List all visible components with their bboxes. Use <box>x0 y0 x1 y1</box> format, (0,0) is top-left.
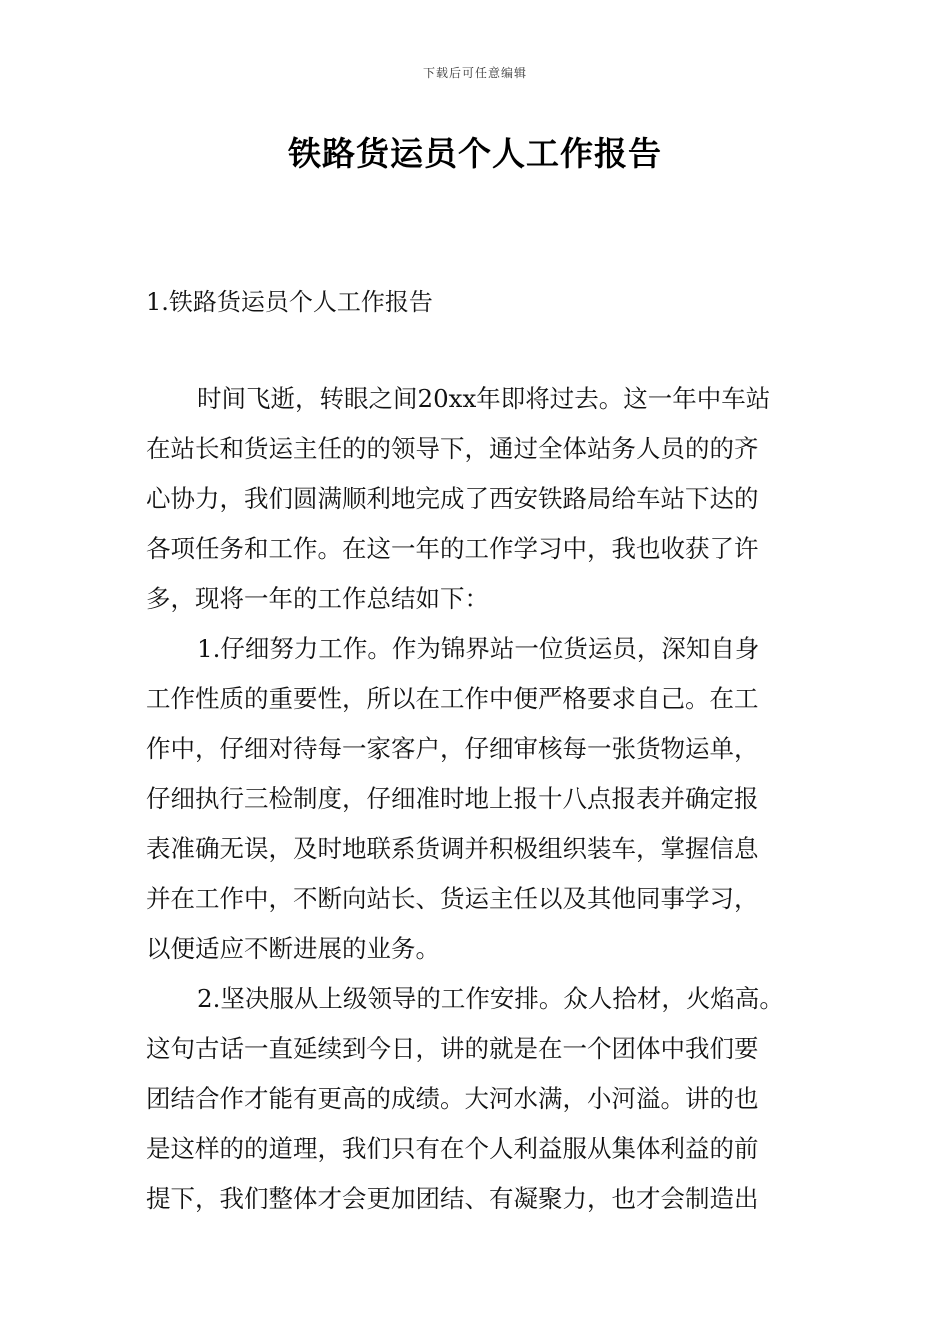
paragraph-line: 各项任务和工作。在这一年的工作学习中，我也收获了许 <box>146 534 759 563</box>
paragraph-line: 工作性质的重要性，所以在工作中便严格要求自己。在工 <box>146 684 759 713</box>
paragraph-line: 心协力，我们圆满顺利地完成了西安铁路局给车站下达的 <box>146 484 759 513</box>
paragraph-line: 是这样的的道理，我们只有在个人利益服从集体利益的前 <box>146 1134 759 1163</box>
section-heading: 1.铁路货运员个人工作报告 <box>146 288 433 316</box>
paragraph-line: 2.坚决服从上级领导的工作安排。众人拾材，火焰高。 <box>197 984 784 1013</box>
paragraph-line: 在站长和货运主任的的领导下，通过全体站务人员的的齐 <box>146 434 759 463</box>
paragraph-line: 作中，仔细对待每一家客户，仔细审核每一张货物运单， <box>146 734 759 763</box>
paragraph-line: 时间飞逝，转眼之间20xx年即将过去。这一年中车站 <box>197 384 771 413</box>
paragraph-line: 这句古话一直延续到今日，讲的就是在一个团体中我们要 <box>146 1034 759 1063</box>
paragraph-line: 多，现将一年的工作总结如下： <box>146 584 489 613</box>
header-note: 下载后可任意编辑 <box>422 66 527 80</box>
paragraph-line: 并在工作中，不断向站长、货运主任以及其他同事学习， <box>146 884 759 913</box>
paragraph-line: 表准确无误，及时地联系货调并积极组织装车，掌握信息 <box>146 834 759 863</box>
paragraph-line: 1.仔细努力工作。作为锦界站一位货运员，深知自身 <box>197 634 760 663</box>
body-text <box>146 377 846 1227</box>
paragraph-line: 团结合作才能有更高的成绩。大河水满，小河溢。讲的也 <box>146 1084 759 1113</box>
paragraph-line: 仔细执行三检制度，仔细准时地上报十八点报表并确定报 <box>146 784 759 813</box>
document-title: 铁路货运员个人工作报告 <box>288 134 662 173</box>
paragraph-line: 以便适应不断进展的业务。 <box>146 934 440 963</box>
paragraph-line: 提下，我们整体才会更加团结、有凝聚力，也才会制造出 <box>146 1184 759 1213</box>
